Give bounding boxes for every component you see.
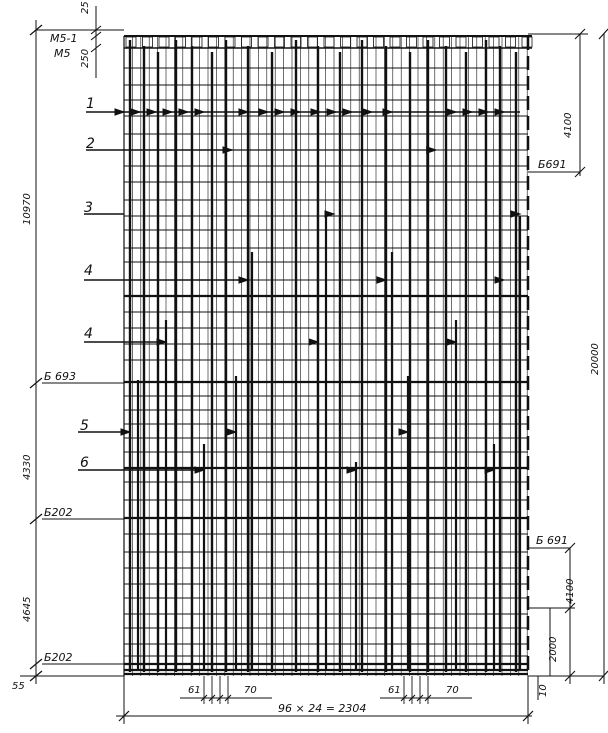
bar-cap-box — [159, 37, 169, 47]
label-m5-1: M5-1 — [50, 32, 78, 45]
callout-1-arrowhead — [179, 109, 188, 115]
beam-b693: Б 693 — [44, 370, 77, 383]
mesh-grid — [124, 36, 532, 676]
bar-cap-box — [275, 37, 285, 47]
callout-5-arrowhead-b — [227, 429, 236, 435]
bar-cap-box — [473, 37, 483, 47]
callout-5-arrowhead — [121, 429, 130, 435]
callout-6: 6 — [80, 455, 89, 471]
label-m5: M5 — [54, 47, 71, 60]
dim-bottom-total: 96 × 24 = 2304 — [278, 702, 367, 715]
bar-cap-box — [456, 37, 466, 47]
callout-1-arrowhead — [147, 109, 156, 115]
dim-right-4100-lower: 4100 — [565, 578, 576, 604]
dim-left-10970: 10970 — [22, 193, 33, 225]
dim-right-10: 10 — [538, 684, 549, 697]
callout-1: 1 — [86, 96, 95, 112]
dim-right-20000: 20000 — [590, 343, 601, 375]
bar-cap-box — [407, 37, 417, 47]
callout-1-arrowhead — [239, 109, 248, 115]
callout-1-arrowhead — [383, 109, 392, 115]
dim-right-4100-upper: 4100 — [563, 112, 574, 138]
callout-5: 5 — [80, 418, 89, 434]
callout-1-arrowhead — [163, 109, 172, 115]
callout-1-arrowhead — [131, 109, 140, 115]
beam-b691-top: Б691 — [538, 158, 567, 171]
callout-2-arrowhead — [223, 147, 232, 153]
bar-cap-box — [192, 37, 202, 47]
bar-cap-box — [390, 37, 400, 47]
dim-bottom-70-b: 70 — [446, 685, 459, 696]
callout-4a-arrowhead — [239, 277, 248, 283]
bar-cap-box — [209, 37, 219, 47]
bar-cap-box — [341, 37, 351, 47]
callout-1-arrowhead — [327, 109, 336, 115]
dim-right-2000: 2000 — [548, 636, 559, 662]
beam-b202-bottom: Б202 — [44, 651, 73, 664]
callout-3: 3 — [84, 200, 93, 216]
callout-5-arrowhead-c — [399, 429, 408, 435]
dim-left-4645: 4645 — [22, 596, 33, 622]
callout-4b: 4 — [84, 326, 93, 342]
dim-left-4330: 4330 — [22, 454, 33, 480]
callout-4a: 4 — [84, 263, 93, 279]
callout-1-arrowhead — [115, 109, 124, 115]
dim-bottom-70-a: 70 — [244, 685, 257, 696]
bar-cap-box — [143, 37, 153, 47]
dim-left-55: 55 — [12, 681, 25, 692]
callout-2: 2 — [86, 136, 95, 152]
beam-b691-bottom: Б 691 — [536, 534, 569, 547]
callout-1-arrowhead — [275, 109, 284, 115]
dim-bottom-61-a: 61 — [188, 685, 201, 696]
dim-bottom-61-b: 61 — [388, 685, 401, 696]
bar-cap-box — [440, 37, 450, 47]
dim-top-25: 25 — [80, 1, 91, 14]
bar-cap-box — [489, 37, 499, 47]
bar-cap-box — [374, 37, 384, 47]
beam-b202-top: Б202 — [44, 506, 73, 519]
dim-top-250: 250 — [80, 48, 91, 68]
callout-1-arrowhead — [463, 109, 472, 115]
